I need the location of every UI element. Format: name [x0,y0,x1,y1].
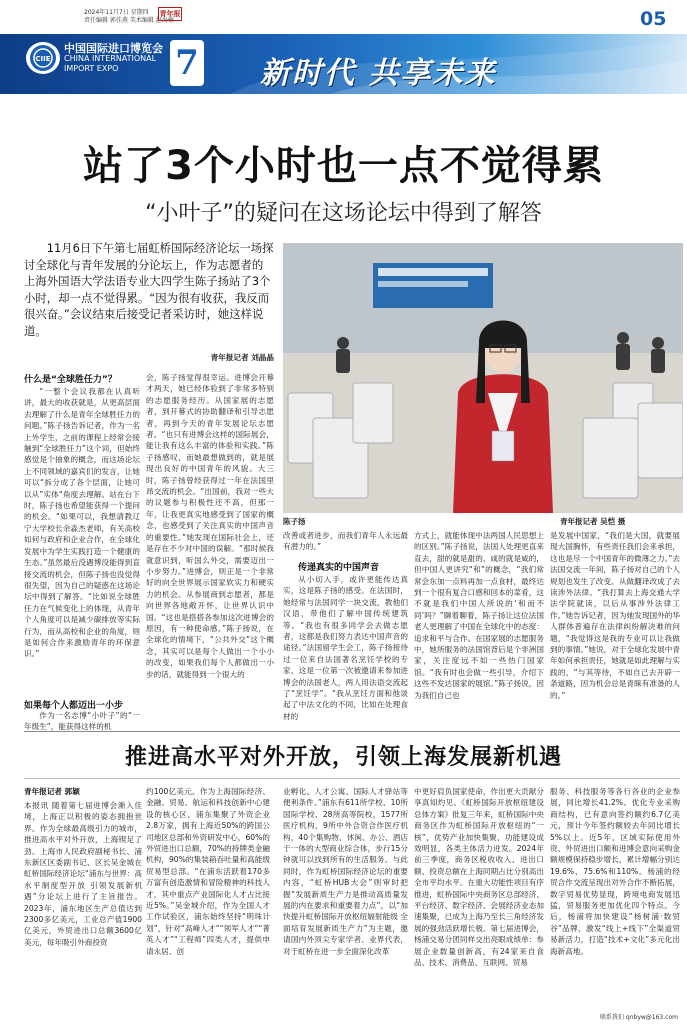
headline-divider [24,778,680,779]
seventh-expo-mark: 7 [170,40,204,86]
ciie-name-en-1: CHINA INTERNATIONAL [64,54,157,63]
article2-byline: 青年报记者 郭颖 [24,787,80,796]
article2-column-4: 中更好肩负国家使命，作出更大贡献分享真知灼见。《虹桥国际开放枢纽建设总体方案》批复三年来，虹桥国际中央商务区作为虹桥国际开放枢纽的“一核”，优势产业加快集聚，功能建设成效明显，各类主体活力迸发。2024年前三季度，商务区税收收入、进出口额、投资总额在上海同期占比分别高出全市平均水平。在重大功能性项目有序推进，虹桥国际中央商务区总部经济、平台经济、数字经济、会展经济业态加速集聚，已成为上海乃至长三角经济发展的强劲活跃增长极。第七届进博会，杨浦交易分团同样交出亮眼成绩单：参展企业数量创新高，有24家来自食品、技术、消费品、互联网、贸易 [414,787,544,968]
article2-column-5: 服务、科技服务等各行各业的企业参展，同比增长41.2%。优化专业采购商结构，已有意向签约额约6.7亿美元，预计今年签约额较去年同比增长5%以上。近5年，区域实际使用外资、外贸进出口额和进博会意向采购金额规模保持稳步增长，累计增幅分别达19.6%、75.6%和110%。杨浦的经贸合作交流呈现出对外合作不断拓展，数字贸易优势显现，跨境电商发展迅猛，贸易服务更加优化四个特点。今后，杨浦将加快建设“杨树浦·数贸谷”品牌，激发“线上+线下”全渠道贸易新活力，打造“技术+文化”多元化出海新高地。 [550,787,680,956]
ciie-name-en-2: IMPORT EXPO [64,64,119,73]
photo-credit: 青年报记者 吴恺 摄 [560,517,626,526]
article-subheadline: “小叶子”的疑问在这场论坛中得到了解答 [145,201,542,226]
lead-byline: 青年报记者 刘晶晶 [210,353,274,362]
section-divider [24,731,680,732]
photo-caption: 陈子扬 [283,517,306,526]
article-column-4: 方式上，就能体现中法两国人民思想上的区别。”陈子扬说，法国人处理更直来直去，甜的就是甜的，咸的就是咸的，但中国人更讲究“和”的概念，“我们常常会东加一点料再加一点食材，最终达到一个很有复合口感和回本的菜肴，这不就是我们中国人所说的‘和而不同’吗？”聊着聊着，陈子扬让这位法国老人更理解了中国在全球化中的态度：追求和平与合作。在国家展的志愿服务中，她所服务的法国馆背后是个非洲国家，关注度远不如一些热门国家馆。“我有时也会做一些引导，介绍下这些不发达国家的展馆。”陈子扬说，因为我们自己也 [414,531,544,700]
article-column-5: 是发展中国家，“我们是大国，就要展现大国胸怀，有些责任我们会来承担，这也是尽一个中国青年的微薄之力。”去法国交流一年间，陈子扬对自己的个人规划也发生了改变。从做翻译改成了去读涉外法律。“我打算去上海交通大学法学院就读，以后从事涉外法律工作。”她告诉记者，因为她发现国外的华人群体普遍存在法律纠纷解决难的问题，“我觉得这是我的专业可以让我做到的事情。”她说，对于全球化发展中青年如何承担责任，她就是如此理解与实践的，“与其等待，不如自己去开辟一条道路，因为机会总是青睐有准备的人的。” [550,531,680,700]
ciie-name-cn: 中国国际进口博览会 [64,42,163,55]
article2-column-2: 约100亿美元。作为上海国际经济、金融、贸易、航运和科技创新中心建设的核心区，浦东集聚了外资企业2.8万家，拥有上海近50%的跨国公司地区总部和外资研发中心，60%的外贸进出口总额，70%的持牌类金融机构，90%的集装箱吞吐量和高能级贸易型总部。“在浦东活跃着170多万富有创造激情和冒险精神的科技人才，其中重点产业国际化人才占比接近5%。”吴金城介绍，作为全国人才工作试验区，浦东始终坚持“明珠计划”，针对“高峰人才”“领军人才”“菁英人才”“工程师”四类人才，提供申请永居、创 [146,787,270,956]
ciie-emblem-text: CIIE [35,55,51,63]
article-column-3: 改善或者进步，而我们青年人永远最有潜力的。” [283,531,408,552]
article2-column-3: 业孵化、人才公寓、国际人才驿站等便利条件。”浦东有611所学校、10所国际学校、28所高等院校，1577所医疗机构，9所中外合资合作医疗机构，40个集购物、休闲、办公、酒店于一体的大型商业综合体，步行15分钟就可以找到所有的生活服务。与此同时，作为虹桥国际经济论坛的重要内容，“虹桥HUB大会”则审时把握“发展新质生产力是推动高质量发展的内在要求和重要着力点”，以“加快提升虹桥国际开放枢纽辐射能级 全面培育发展新质生产力”为主题，邀请国内外顶尖专家学者、业界代表，对于虹桥在进一步全面深化改革 [283,787,408,956]
section-heading-3: 传递真实的中国声音 [298,563,380,573]
article2-headline: 推进高水平对外开放，引领上海发展新机遇 [124,745,562,770]
editor-credit: 责任编辑 郭佳燕 美术编辑 赵海楠 [84,17,174,24]
banner-title: 新时代 共享未来 [260,56,497,91]
article-photo [283,243,683,513]
page-number: 05 [640,8,667,30]
article-column-1b: 作为一名志博“小叶子”的“一年级生”，能获得这样的机 [24,711,140,732]
ciie-logo-text [64,44,163,74]
ciie-emblem-icon [26,42,60,74]
article2-column-1: 本报讯 随着第七届进博会渐入佳境，上海正以积极的姿态拥抱世界。作为全球最高级引力的城市，推进高水平对外开放，上海锲足了劲。上海市人民政府副秘书长、浦东新区区委副书记、区长吴金城在虹桥国际经济论坛“浦东与世界：高水平制度型开放 引领发展新机遇”分论坛上进行了主旨报告。2023年，浦东地区生产总值达到2300多亿美元，工业总产值1900亿美元，外贸进出口总额3600亿美元，每年吸引外商投资 [24,801,142,947]
article-lead: 11月6日下午第七届虹桥国际经济论坛一场探讨全球化与青年发展的分论坛上，作为志愿者的上海外国语大学法语专业大四学生陈子扬站了3个小时，却一点不觉得累。“因为很有收获，我反而很兴奋。”会议结束后接受记者采访时，她这样说道。 [24,241,274,338]
date-text: 2024年11月7日 星期四 [84,9,149,16]
article-column-2: 会，陈子扬觉得很幸运。进博会开幕才两天，她已经体验到了非常多特别的志愿服务经历。从国家展的志愿者，到开幕式的协助翻译和引导志愿者，再到今天的青年发展论坛志愿者。“也只有进博会这样的国际展会，能让我有这么丰富的体验和实践。”陈子扬感叹，而她最想做到的，就是展现出良好的中国青年的风貌。大三时，陈子扬曾经获得过一年在法国里昂交流的机会。“出国前，我对一些大的议题参与积极性还不高，但那一年，让我更真实地感受到了国家的概念，也感受到了关注真实的中国声音的重要性。”她发现在国际社会上，还是存在不少对中国的误解。“那时候我就意识到，听国么外交，需要迈出一小步努力。”进博会，则正是一个非常好的向全世界展示国家软实力和硬实力的机会。从参展商到志愿者，都是向世界各地敞开怀，让世界认识中国。“这也是搭搭各参加这次进博会的原因，有一种使命感。”陈子扬说，在全球化的情境下，“公共外交”这个概念，其实可以是每个人做出一个小小的改变，如果我们每个人都做出一小步的话，就能得到一个很大的 [146,373,274,679]
newspaper-logo: 青年报 [158,7,182,21]
article-headline: 站了3个小时也一点不觉得累 [83,143,604,189]
article-column-3b: 从小切入手，或许更能传达真实，这是陈子扬的感受。在法国时，她经常与法国同学一块交流，教他们汉语，带他们了解中国传统建筑等。“我也有很多同学会去做志愿者，这都是我们努力表达中国声音的途径。”法国留学生会工，陈子扬接待过一位来自法国著名烹饪学校的专家，这是一位第一次被邀请来参加进博会的法国老人，两人用法语交流起了“烹饪学”。“我从烹饪方面和他谈起了中法文化的不同，比如在处理食材的 [283,575,408,721]
article-column-1: “一整个会议我都在认真听讲，最大的收获就是，从更高层面去理解了什么是青年全球胜任力的问题。”陈子扬告诉记者，作为一名上外学生，之前的课程上经常会接触到“全球胜任力”这个词，但始终感觉是个抽象的概念，而这场论坛上不同领域的嘉宾们的发言，让她可以“拆分成了各个层面，让她可以从”实体“角度去理解。站在台下时，陈子扬也希望能获得一个提问的机会。“如果可以，我想请教辽宁大学校长余淼杰老师，有关高校如何与政府和企业合作，在全球化发展中为学生实践打造一个健康的生态。”虽然最后没遇博没能得到直接交流的机会，但陈子扬也没觉得很失望，因为自己的疑惑在这场论坛中得到了解答。“比如说全球胜任力在气候变化上的体现，从青年个人角度可以是减少碳排放等实际行为，而从高校和企业的角度，则是如何合作来激励青年的环保意识。” [24,387,140,659]
section-heading-2: 如果每个人都迈出一小步 [24,701,124,711]
footer-contact: 联系我们 qnbyw@163.com [600,1014,678,1021]
section-heading-1: 什么是“全球胜任力”？ [24,375,117,385]
